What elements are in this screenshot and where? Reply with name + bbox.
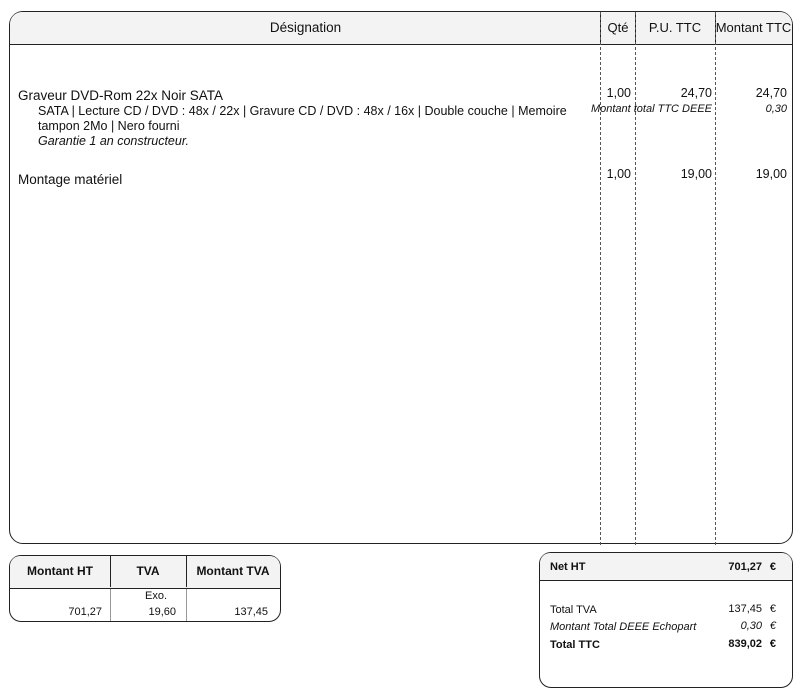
item-title: Graveur DVD-Rom 22x Noir SATA bbox=[18, 88, 224, 103]
tax-header-divider bbox=[186, 556, 187, 587]
header-designation: Désignation bbox=[269, 20, 342, 35]
total-ttc-label: Total TTC bbox=[550, 639, 600, 651]
item-qty: 1,00 bbox=[606, 167, 631, 181]
item-qty: 1,00 bbox=[606, 86, 631, 100]
total-ttc-value: 839,02 bbox=[728, 638, 762, 650]
currency-symbol: € bbox=[769, 620, 776, 632]
deee-total-label: Montant Total DEEE Echopart bbox=[550, 621, 697, 633]
item-warranty: Garantie 1 an constructeur. bbox=[38, 134, 190, 148]
item-unit-price: 19,00 bbox=[680, 167, 712, 181]
tax-header-tva: TVA bbox=[136, 564, 160, 578]
total-tva-label: Total TVA bbox=[550, 604, 597, 616]
tax-header-tva-amount: Montant TVA bbox=[196, 564, 270, 578]
tax-summary-table bbox=[9, 555, 281, 622]
tax-rate-value: 19,60 bbox=[148, 606, 176, 618]
net-ht-value: 701,27 bbox=[728, 561, 762, 573]
currency-symbol: € bbox=[769, 638, 776, 650]
item-amount: 19,00 bbox=[755, 167, 787, 181]
header-qty: Qté bbox=[607, 20, 629, 35]
item-deee-label: Montant total TTC DEEE bbox=[590, 103, 712, 115]
item-description: SATA | Lecture CD / DVD : 48x / 22x | Gravure CD / DVD : 48x / 16x | Double couche | Memoire bbox=[38, 104, 567, 118]
table-header bbox=[10, 12, 792, 45]
deee-total-value: 0,30 bbox=[740, 620, 762, 632]
total-tva-value: 137,45 bbox=[728, 603, 762, 615]
item-deee-amount: 0,30 bbox=[765, 103, 787, 115]
item-unit-price: 24,70 bbox=[680, 86, 712, 100]
item-title: Montage matériel bbox=[18, 172, 123, 187]
totals-box bbox=[539, 552, 793, 688]
tax-header-divider bbox=[110, 556, 111, 587]
item-amount: 24,70 bbox=[755, 86, 787, 100]
header-unit-price: P.U. TTC bbox=[648, 20, 702, 35]
tax-ht-value: 701,27 bbox=[68, 606, 102, 618]
tax-exo-label: Exo. bbox=[145, 590, 168, 602]
tax-header-ht: Montant HT bbox=[27, 564, 93, 578]
tax-table-header bbox=[10, 556, 280, 589]
item-description: tampon 2Mo | Nero fourni bbox=[38, 119, 180, 133]
invoice-lines-table bbox=[9, 11, 793, 544]
net-ht-label: Net HT bbox=[550, 561, 586, 573]
header-amount: Montant TTC bbox=[715, 20, 792, 35]
currency-symbol: € bbox=[769, 603, 776, 615]
tax-amount-value: 137,45 bbox=[234, 606, 268, 618]
net-ht-row bbox=[540, 553, 792, 581]
currency-symbol: € bbox=[769, 561, 776, 573]
